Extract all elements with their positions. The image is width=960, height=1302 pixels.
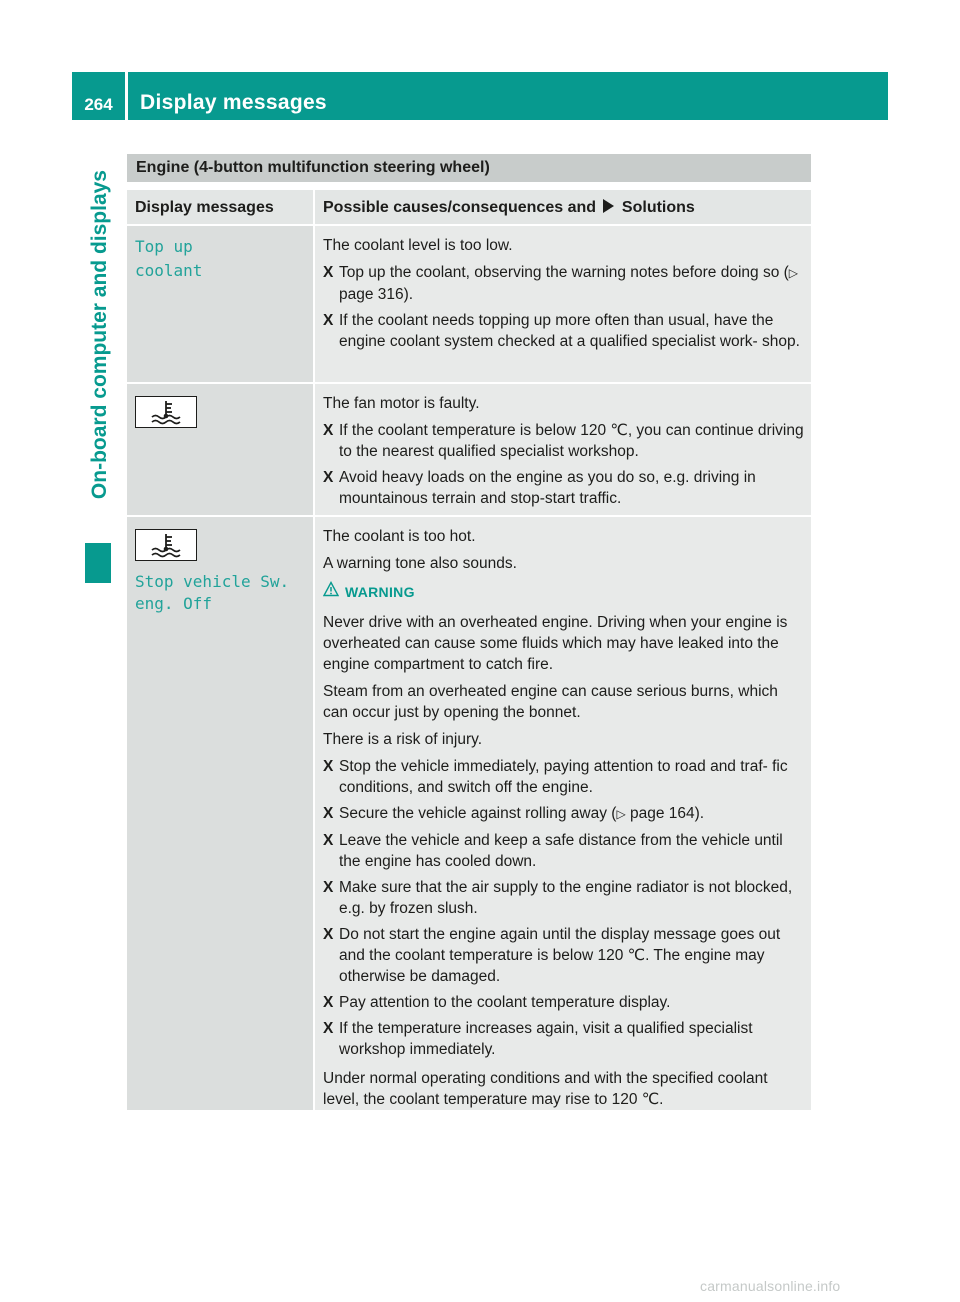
note-text: Under normal operating conditions and with the specified coolant level, the coolant temperature may rise to 120 ℃. [323, 1070, 768, 1108]
warning-text: Never drive with an overheated engine. Driving when your engine is overheated can cause some fluids which may have leaked into the engine compartment to catch fire. [323, 614, 788, 673]
page-ref-icon: ▷ [616, 807, 626, 821]
cause-text: The fan motor is faulty. [323, 395, 480, 412]
side-tab-label: On-board computer and displays [88, 170, 111, 500]
display-message-cell [127, 517, 313, 1110]
side-tab-marker [85, 543, 111, 583]
solution-step: X If the coolant needs topping up more often than usual, have the engine coolant system checked at a qualified specialist work- shop. [323, 312, 800, 350]
column-header-messages: Display messages [127, 190, 313, 224]
solution-step: X Leave the vehicle and keep a safe distance from the vehicle until the engine has cooled down. [323, 832, 783, 870]
solution-step: X Top up the coolant, observing the warning notes before doing so (▷ page 316). [323, 264, 799, 303]
step-marker-icon: X [323, 926, 334, 943]
column-header-causes-suffix: Solutions [621, 199, 695, 216]
warning-text: There is a risk of injury. [323, 731, 483, 748]
cause-text: The coolant is too hot. [323, 528, 476, 545]
solution-step: X If the coolant temperature is below 120 ℃, you can continue driving to the nearest qualified specialist workshop. [323, 422, 804, 460]
display-message-line: Stop vehicle Sw. [135, 572, 290, 591]
watermark: carmanualsonline.info [700, 1278, 841, 1294]
step-marker-icon: X [323, 758, 334, 775]
table-title: Engine (4-button multifunction steering wheel) [127, 154, 811, 182]
step-marker-icon: X [323, 422, 334, 439]
solution-step: X Make sure that the air supply to the engine radiator is not blocked, e.g. by frozen slush. [323, 879, 793, 917]
step-marker-icon: X [323, 832, 334, 849]
solution-step: X If the temperature increases again, visit a qualified specialist workshop immediately. [323, 1020, 753, 1058]
display-message-cell [127, 226, 313, 382]
causes-cell [315, 384, 811, 515]
step-marker-icon: X [323, 994, 334, 1011]
table-row [127, 384, 811, 515]
table-header [127, 190, 811, 224]
step-marker-icon: X [323, 879, 334, 896]
page-title: Display messages [140, 91, 327, 114]
solution-step: X Secure the vehicle against rolling away (▷ page 164). [323, 805, 705, 822]
play-icon [603, 199, 614, 213]
solution-step: X Do not start the engine again until the display message goes out and the coolant temperature is below 120 ℃. The engine may otherwise be damaged. [323, 926, 781, 985]
warning-triangle-icon [323, 581, 339, 603]
causes-cell [315, 226, 811, 382]
display-message-cell [127, 384, 313, 515]
step-marker-icon: X [323, 805, 334, 822]
warning-label: WARNING [345, 584, 415, 600]
solution-step: X Avoid heavy loads on the engine as you do so, e.g. driving in mountainous terrain and stop-start traffic. [323, 469, 756, 507]
cause-text: A warning tone also sounds. [323, 555, 517, 572]
display-message-line: Top up [135, 237, 193, 256]
solution-step: X Pay attention to the coolant temperature display. [323, 994, 671, 1011]
step-marker-icon: X [323, 1020, 334, 1037]
step-marker-icon: X [323, 469, 334, 486]
column-header-causes-prefix: Possible causes/consequences and [323, 199, 597, 216]
step-marker-icon: X [323, 312, 334, 329]
table-row [127, 226, 811, 382]
page-ref-icon: ▷ [788, 266, 799, 280]
display-message-line: eng. Off [135, 594, 213, 613]
cause-text: The coolant level is too low. [323, 237, 513, 254]
display-message-line: coolant [135, 261, 203, 280]
causes-cell [315, 517, 811, 1110]
page-number-box [72, 72, 125, 120]
warning-text: Steam from an overheated engine can cause serious burns, which can occur just by opening the bonnet. [323, 683, 778, 721]
step-marker-icon: X [323, 264, 334, 281]
solution-step: X Stop the vehicle immediately, paying attention to road and traf- fic conditions, and switch off the engine. [323, 758, 788, 796]
column-header-causes [315, 190, 811, 224]
table-row [127, 517, 811, 1110]
warning-heading [345, 582, 805, 603]
page-number: 264 [84, 95, 113, 114]
coolant-temperature-icon [135, 396, 197, 428]
header-bar [128, 72, 888, 120]
coolant-temperature-icon [135, 529, 197, 561]
